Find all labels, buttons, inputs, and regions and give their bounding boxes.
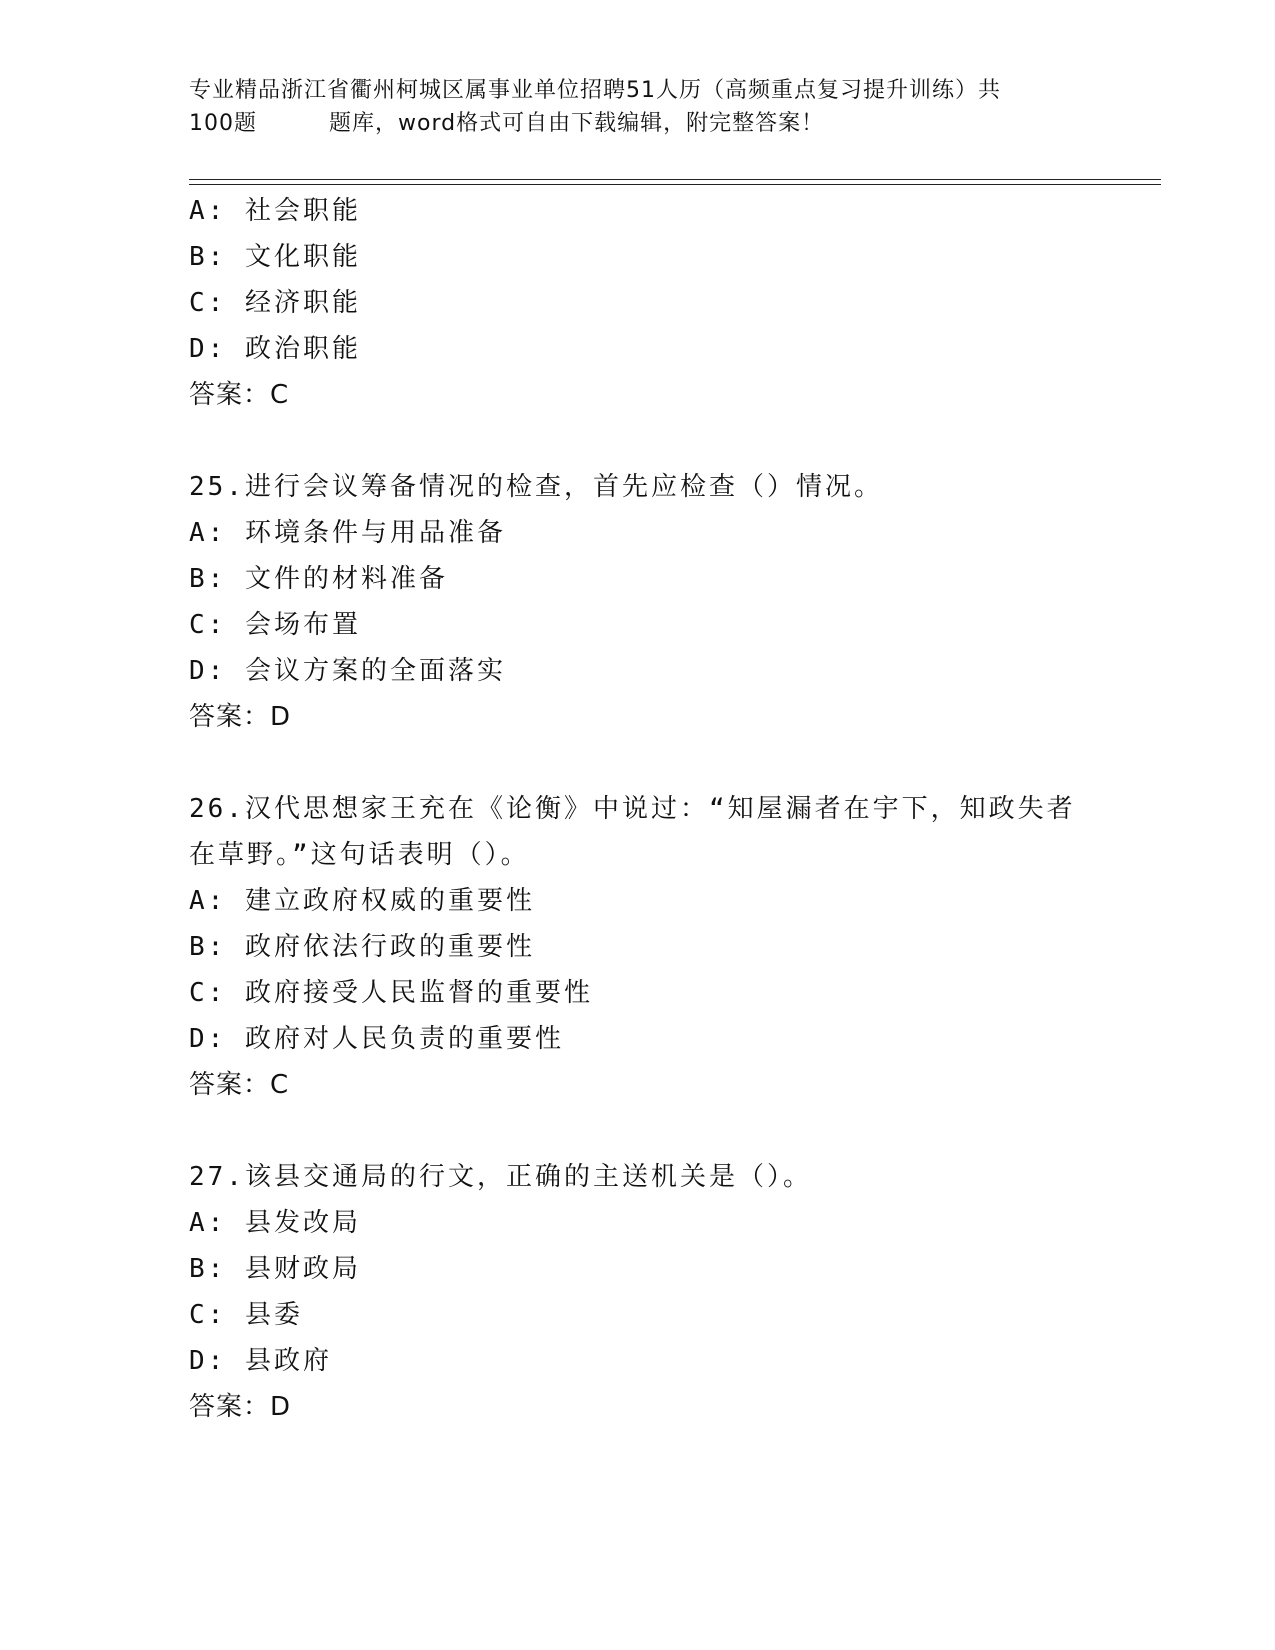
answer-line: 答案：D [189,1392,292,1422]
question-list [189,188,1149,1430]
question-stem: 25.进行会议筹备情况的检查，首先应检查（）情况。 [189,472,883,502]
question-stem: 27.该县交通局的行文，正确的主送机关是（）。 [189,1162,812,1192]
option-d: D: 会议方案的全面落实 [189,656,506,686]
header-divider-bottom [189,184,1161,185]
option-a: A: 县发改局 [189,1208,361,1238]
answer-line: 答案：D [189,702,292,732]
question-block-25 [189,464,1149,740]
question-block-24 [189,188,1149,418]
option-d: D: 县政府 [189,1346,332,1376]
question-stem-line-1: 26.汉代思想家王充在《论衡》中说过：“知屋漏者在宇下，知政失者 [189,794,1076,824]
header-title-line-2 [189,107,1089,140]
header-description: 题库，word格式可自由下载编辑，附完整答案！ [329,111,825,136]
answer-line: 答案：C [189,1070,290,1100]
option-c: C: 会场布置 [189,610,361,640]
question-block-27 [189,1154,1149,1430]
option-a: A: 社会职能 [189,196,361,226]
question-stem-line-2: 在草野。”这句话表明（）。 [189,840,530,870]
option-a: A: 环境条件与用品准备 [189,518,506,548]
question-block-26 [189,786,1149,1108]
option-b: B: 文件的材料准备 [189,564,448,594]
option-c: C: 政府接受人民监督的重要性 [189,978,593,1008]
header-question-count: 100题 [189,111,257,136]
answer-line: 答案：C [189,380,290,410]
document-header [189,74,1089,140]
header-divider-top [189,179,1161,180]
option-b: B: 县财政局 [189,1254,361,1284]
option-c: C: 经济职能 [189,288,361,318]
option-d: D: 政府对人民负责的重要性 [189,1024,564,1054]
option-b: B: 政府依法行政的重要性 [189,932,535,962]
option-c: C: 县委 [189,1300,303,1330]
option-a: A: 建立政府权威的重要性 [189,886,535,916]
option-b: B: 文化职能 [189,242,361,272]
header-title-line-1: 专业精品浙江省衢州柯城区属事业单位招聘51人历（高频重点复习提升训练）共 [189,78,1001,103]
option-d: D: 政治职能 [189,334,361,364]
